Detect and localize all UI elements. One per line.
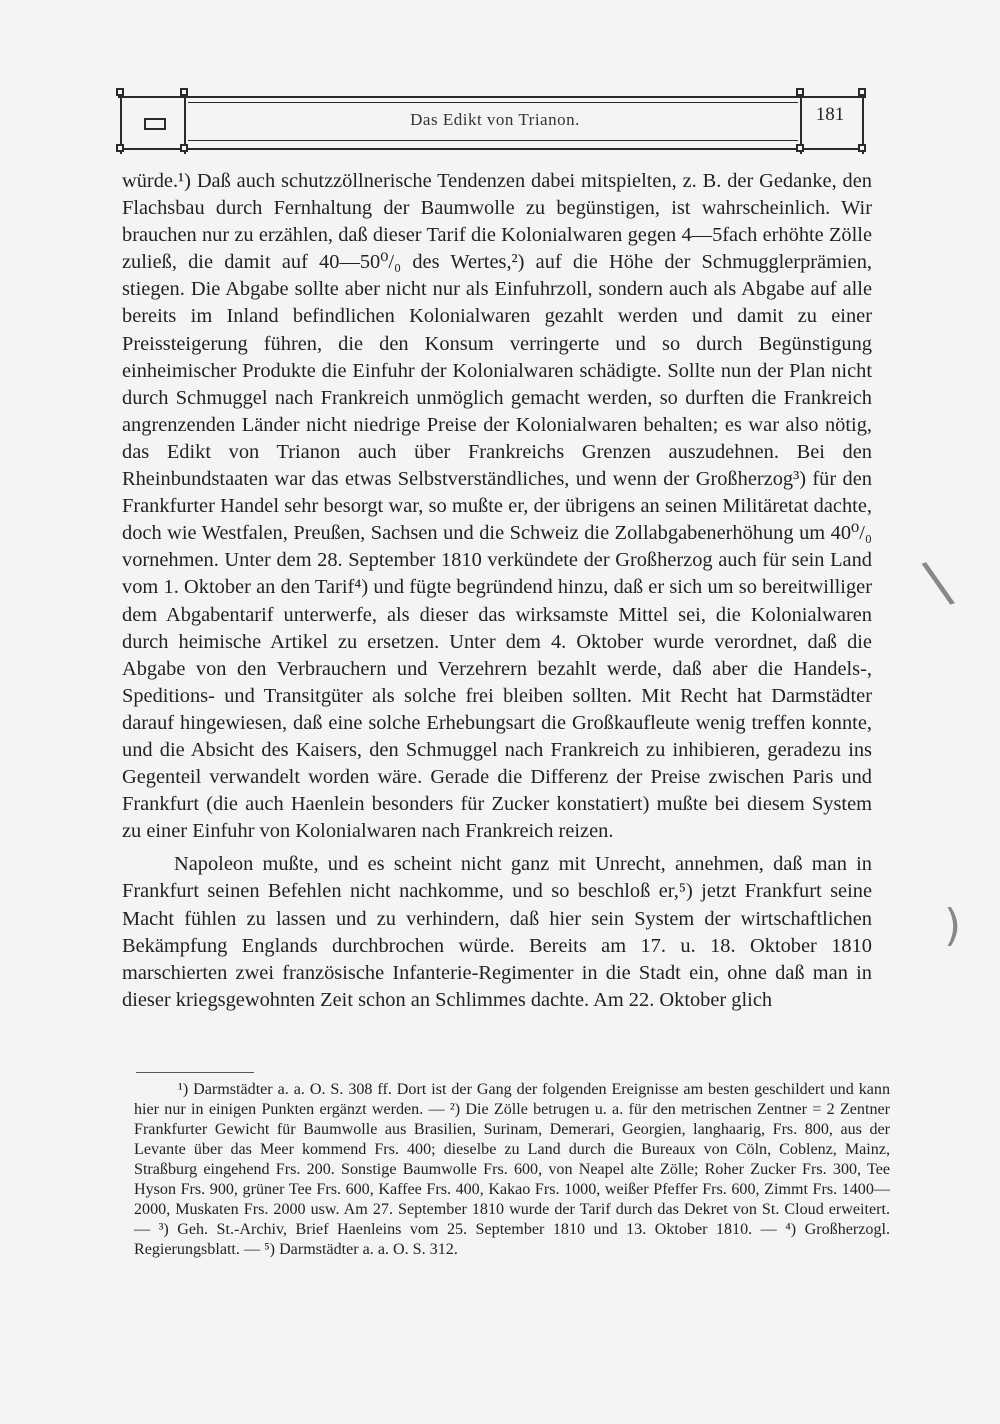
footnote-separator <box>136 1072 254 1073</box>
footnote-text: ¹) Darmstädter a. a. O. S. 308 ff. Dort ist der Gang der folgenden Ereignisse am besten geschildert und kann hier nur in einigen Punkten ergänzt werden. — ²) Die Zölle betrugen u. a. für den metrischen Zentner = 2 Zentner Frankfurter Gewicht für Baumwolle aus Brasilien, Surinam, Demerari, Georgien, langhaarig, Frs. 800, aus der Levante über das Meer kommend Frs. 400; dieselbe zu Land durch die Bureaux von Cöln, Coblenz, Mainz, Straßburg eingehend Frs. 200. Sonstige Baumwolle Frs. 600, von Neapel alte Zölle; Roher Zucker Frs. 300, Tee Hyson Frs. 900, grüner Tee Frs. 600, Kaffee Frs. 400, Kakao Frs. 1000, weißer Pfeffer Frs. 600, Zimmt Frs. 1400—2000, Muskaten Frs. 2000 usw. Am 27. September 1810 wurde der Tarif durch das Dekret von St. Cloud erweitert. — ³) Geh. St.-Archiv, Brief Haenleins vom 25. September 1810 und 13. Oktober 1810. — ⁴) Großherzogl. Regierungsblatt. — ⁵) Darmstädter a. a. O. S. 312. <box>134 1081 890 1258</box>
frame-corner-square <box>858 88 866 96</box>
frame-corner-square <box>180 88 188 96</box>
frame-corner-square <box>116 144 124 152</box>
paragraph: Napoleon mußte, und es scheint nicht ganz mit Unrecht, annehmen, daß man in Frankfurt seinen Befehlen nicht nachkomme, und so beschloß er,⁵) jetzt Frankfurt seine Macht fühlen zu lassen und zu verhindern, daß hier sein System der wirtschaftlichen Bekämpfung Englands durchbrochen würde. Bereits am 17. u. 18. Oktober 1810 marschierten zwei französische Infanterie-Regimenter in die Stadt ein, ohne daß man in dieser kriegsgewohnten Zeit schon an Schlimmes dachte. Am 22. Oktober glich <box>122 853 872 1011</box>
paragraph: würde.¹) Daß auch schutzzöllnerische Tendenzen dabei mitspielten, z. B. der Gedanke, den Flachsbau durch Fernhaltung der Baumwolle zu begünstigen, ist wahrscheinlich. Wir brauchen nur zu erzählen, daß dieser Tarif die Kolonialwaren gegen 4—5fach erhöhte Zölle zuließ, die damit auf 40—50⁰/₀ des Wertes,²) auf die Höhe der Schmugglerprämien, stiegen. Die Abgabe sollte aber nicht nur als Einfuhrzoll, sondern auch als Abgabe auf alle bereits im Inland befindlichen Kolonialwaren gezahlt werden und damit zu einer Preissteigerung führen, die den Konsum verringerte und so durch Begünstigung einheimischer Produkte die Einfuhr der Kolonialwaren schädigte. Sollte nun der Plan nicht durch Schmuggel nach Frankreich unmöglich gemacht werden, so durften die Frankreich angrenzenden Länder nicht niedrige Preise der Kolonialwaren behalten; es war also nötig, das Edikt von Trianon auch über Frankreichs Grenzen auszudehnen. Bei den Rheinbundstaaten war das etwas Selbstverständliches, und wenn der Großherzog³) für den Frankfurter Handel sehr besorgt war, so mußte er, der übrigens an seinen Militäretat dachte, doch wie Westfalen, Preußen, Sachsen und die Schweiz die Zollabgabenerhöhung um 40⁰/₀ vornehmen. Unter dem 28. September 1810 verkündete der Großherzog auch für sein Land vom 1. Oktober an den Tarif⁴) und fügte begründend hinzu, daß er sich um so bereitwilliger dem Abgabentarif unterwerfe, als dieser das wirksamste Mittel sei, die Kolonialwaren durch heimische Artikel zu ersetzen. Unter dem 4. Oktober wurde verordnet, daß die Abgabe von den Verbrauchern und Verzehrern bezahlt werde, daß aber die Handels-, Speditions- und Transitgüter als solche frei bleiben sollten. Mit Recht hat Darmstädter darauf hingewiesen, daß eine solche Erhebungsart die Großkaufleute wenig treffen konnte, und die Absicht des Kaisers, den Schmuggel nach Frankreich zu inhibieren, geradezu ins Gegenteil verwandelt worden wäre. Gerade die Differenz der Preise zwischen Paris und Frankfurt (die auch Haenlein besonders für Zucker konstatiert) mußte bei diesem System zu einer Einfuhr von Kolonialwaren nach Frankreich reizen. <box>122 170 872 843</box>
frame-corner-square <box>858 144 866 152</box>
frame-corner-square <box>796 88 804 96</box>
frame-rule-bottom-inner <box>188 140 798 141</box>
margin-pencil-mark: ) <box>944 900 962 951</box>
frame-rule-top-inner <box>188 102 798 103</box>
frame-rule-top-outer <box>118 96 866 98</box>
margin-pencil-mark: \ <box>917 546 958 618</box>
frame-corner-square <box>796 144 804 152</box>
frame-corner-square <box>180 144 188 152</box>
footnotes <box>134 1080 890 1260</box>
body-text <box>122 168 872 1014</box>
frame-ornament-box <box>144 118 166 130</box>
page-number: 181 <box>815 104 845 125</box>
frame-corner-square <box>116 88 124 96</box>
running-title: Das Edikt von Trianon. <box>410 110 580 129</box>
frame-rule-bottom-outer <box>118 148 866 150</box>
